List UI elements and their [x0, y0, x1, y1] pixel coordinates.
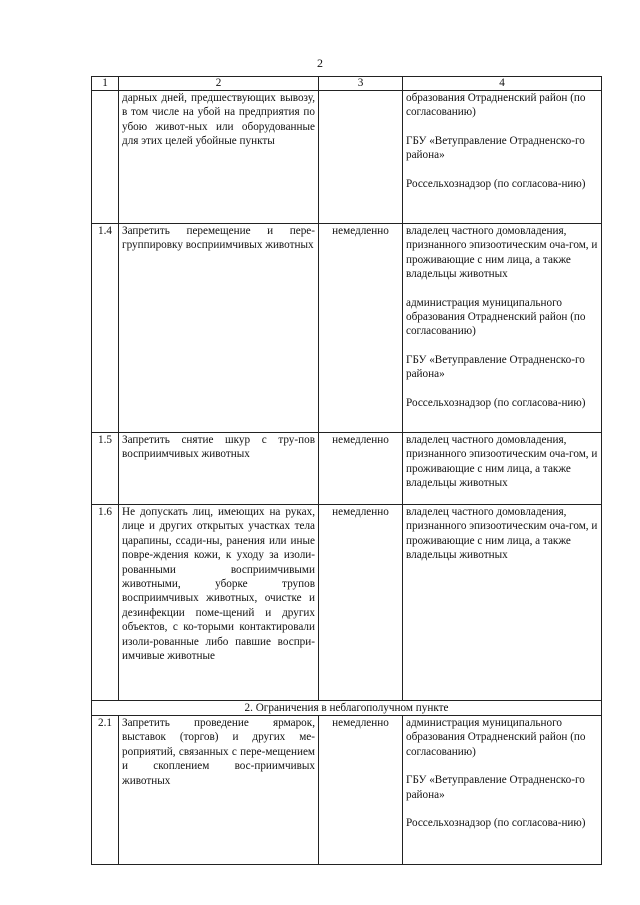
row-responsible	[403, 224, 602, 433]
section-header-row	[92, 701, 602, 716]
responsible-party: Россельхознадзор (по согласова-нию)	[406, 817, 586, 830]
row-term	[319, 91, 403, 224]
header-col-1: 1	[92, 77, 119, 91]
row-measure: Запретить перемещение и пере-группировку восприимчивых животных	[119, 224, 319, 433]
row-responsible	[403, 716, 602, 865]
row-responsible	[403, 433, 602, 505]
row-term: немедленно	[319, 224, 403, 433]
measures-table	[91, 76, 602, 865]
responsible-party: Россельхознадзор (по согласова-нию)	[406, 177, 586, 190]
table-row	[92, 505, 602, 701]
row-measure: Запретить проведение ярмарок, выставок (торгов) и других ме-роприятий, связанных с пере-мещением и скоплением вос-приимчивых животных	[119, 716, 319, 865]
table-header-row	[92, 77, 602, 91]
row-number: 2.1	[92, 716, 119, 865]
row-measure: Запретить снятие шкур с тру-пов восприимчивых животных	[119, 433, 319, 505]
responsible-party: ГБУ «Ветуправление Отрадненско-го района»	[406, 774, 585, 801]
responsible-party: владелец частного домовладения, признанного эпизоотическим оча-гом, и проживающие с ним лица, а также владельцы животных	[406, 506, 598, 562]
row-measure: дарных дней, предшествующих вывозу, в том числе на убой на предприятия по убою живот-ных или оборудованные для этих целей убойные пункты	[119, 91, 319, 224]
responsible-party: владелец частного домовладения, признанного эпизоотическим оча-гом, и проживающие с ним лица, а также владельцы животных	[406, 434, 598, 490]
row-responsible	[403, 505, 602, 701]
header-col-4: 4	[403, 77, 602, 91]
responsible-party: ГБУ «Ветуправление Отрадненско-го района»	[406, 353, 585, 381]
row-number	[92, 91, 119, 224]
responsible-party: администрация муниципального образования Отрадненский район (по согласованию)	[406, 296, 586, 338]
responsible-party: владелец частного домовладения, признанного эпизоотическим оча-гом, и проживающие с ним лица, а также владельцы животных	[406, 225, 598, 281]
table-row	[92, 716, 602, 865]
row-responsible	[403, 91, 602, 224]
table-row	[92, 91, 602, 224]
row-number: 1.5	[92, 433, 119, 505]
table-row	[92, 224, 602, 433]
row-number: 1.6	[92, 505, 119, 701]
row-measure: Не допускать лиц, имеющих на руках, лице и других открытых участках тела царапины, ссади-ны, ранения или иные повре-ждения кожи, к уходу за изоли-рованными восприимчивыми животными, уборке трупов восприимчивых животных, очистке и дезинфекции поме-щений и других объектов, с ко-торыми контактировали изоли-рованные либо павшие воспри-имчивые животные	[119, 505, 319, 701]
responsible-party: ГБУ «Ветуправление Отрадненско-го района»	[406, 134, 585, 162]
section-title: 2. Ограничения в неблагополучном пункте	[92, 701, 602, 716]
responsible-party: Россельхознадзор (по согласова-нию)	[406, 396, 586, 409]
header-col-2: 2	[119, 77, 319, 91]
page-number: 2	[317, 56, 323, 70]
row-term: немедленно	[319, 716, 403, 865]
row-number: 1.4	[92, 224, 119, 433]
header-col-3: 3	[319, 77, 403, 91]
row-term: немедленно	[319, 505, 403, 701]
row-term: немедленно	[319, 433, 403, 505]
responsible-party: образования Отрадненский район (по согласованию)	[406, 92, 586, 119]
table-row	[92, 433, 602, 505]
responsible-party: администрация муниципального образования Отрадненский район (по согласованию)	[406, 717, 586, 758]
